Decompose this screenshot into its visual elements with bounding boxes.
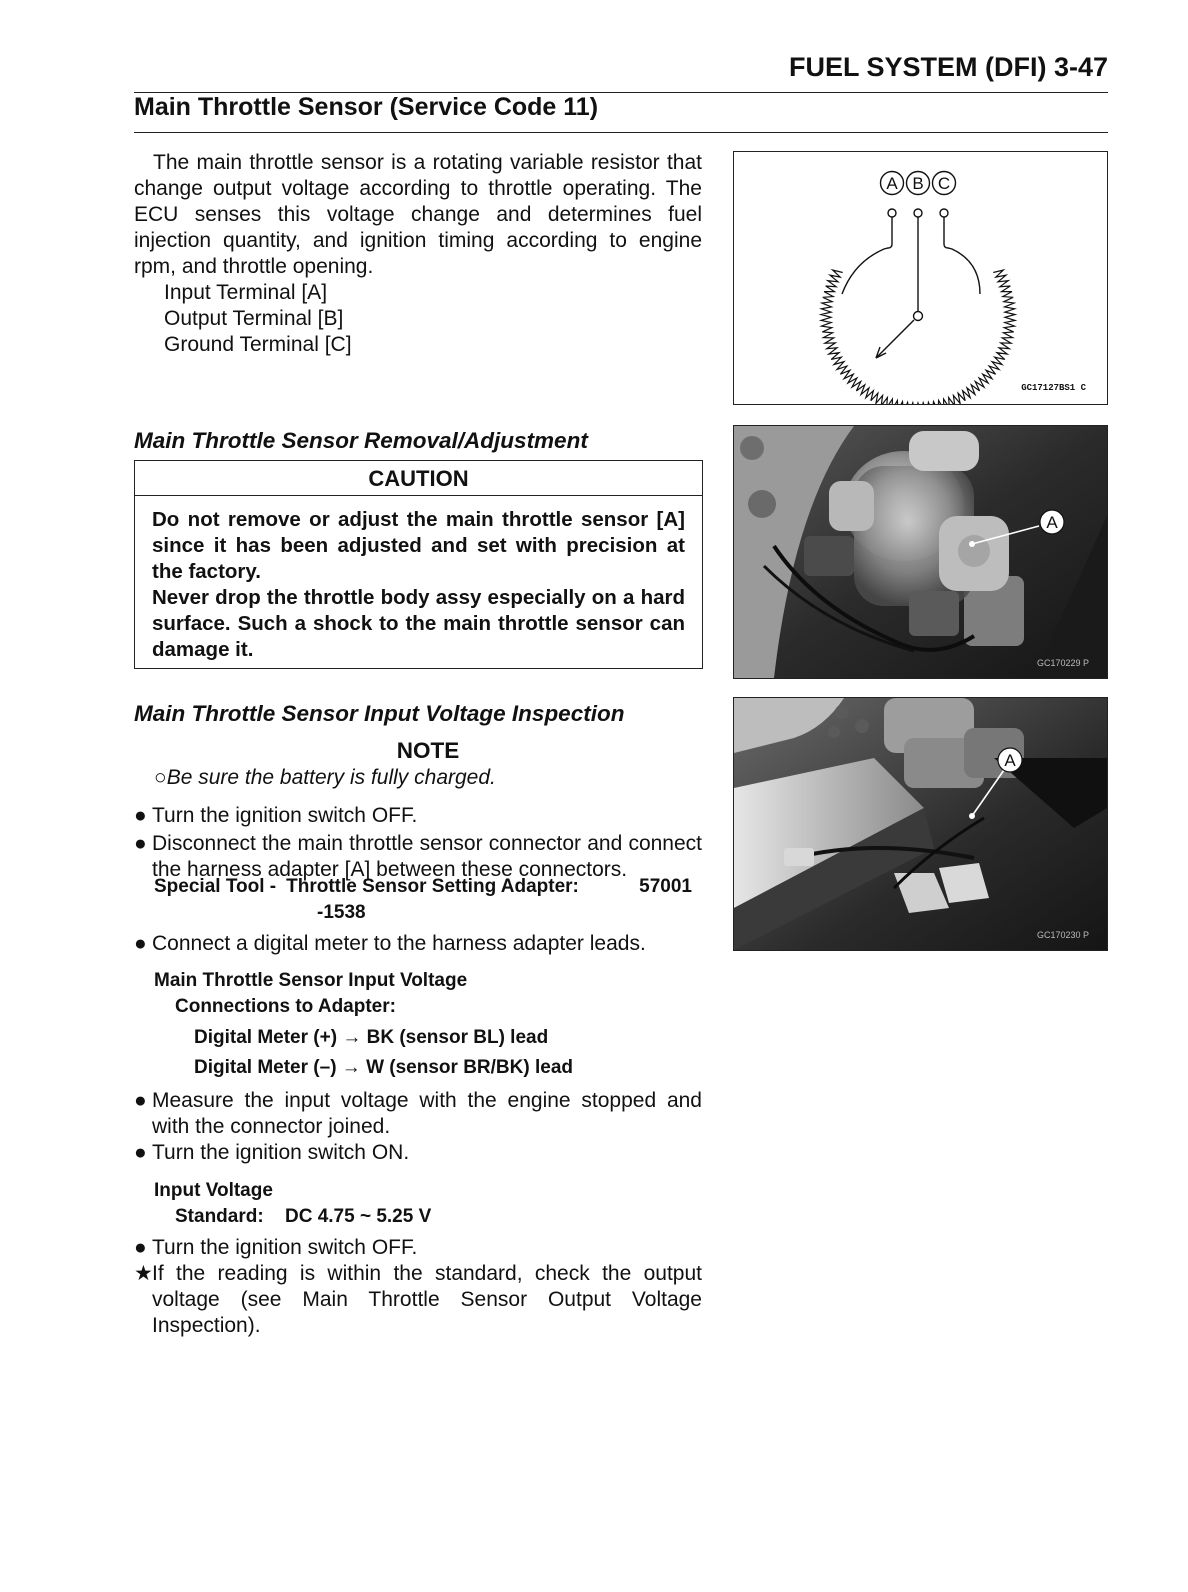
terminal-item: Input Terminal [A] bbox=[164, 281, 328, 304]
terminal-a-label: A bbox=[886, 174, 898, 193]
terminal-c-label: C bbox=[937, 174, 951, 193]
caution-body bbox=[135, 496, 702, 663]
bullet-icon: ● bbox=[134, 932, 147, 955]
step-item bbox=[134, 1235, 702, 1261]
input-wire bbox=[842, 217, 892, 294]
step-item bbox=[134, 931, 702, 957]
bullet-icon: ● bbox=[134, 832, 147, 855]
step-item bbox=[134, 1261, 702, 1339]
special-tool bbox=[154, 874, 692, 926]
photo-code: GC170229 P bbox=[1036, 658, 1089, 668]
step-item bbox=[134, 1088, 702, 1140]
terminal-item: Ground Terminal [C] bbox=[164, 333, 352, 356]
bullet-icon: ● bbox=[134, 804, 147, 827]
caution-box bbox=[134, 460, 703, 669]
terminal-a-pin bbox=[888, 209, 896, 217]
note-circle-icon: ○ bbox=[154, 766, 167, 789]
caution-title: CAUTION bbox=[135, 461, 702, 496]
special-tool-part-cont: -1538 bbox=[317, 902, 366, 923]
bullet-icon: ● bbox=[134, 1141, 147, 1164]
spec-input-voltage bbox=[154, 1178, 431, 1230]
callout-a-label: A bbox=[1004, 751, 1016, 770]
step-text: Turn the ignition switch ON. bbox=[152, 1141, 410, 1164]
spec-title: Main Throttle Sensor Input Voltage bbox=[154, 970, 468, 991]
spec-line: Digital Meter (–) → W (sensor BR/BK) lead bbox=[194, 1057, 573, 1078]
wiper-pivot bbox=[914, 312, 923, 321]
harness-adapter-photo bbox=[733, 697, 1108, 951]
intro-paragraph: The main throttle sensor is a rotating variable resistor that change output voltage according to throttle operating. The ECU senses this voltage change and determines fuel injection quantity, and ignition timing according to engine rpm, and throttle opening. bbox=[134, 151, 702, 278]
wiper-arm bbox=[876, 320, 914, 358]
step-item bbox=[134, 1140, 702, 1166]
step-text: Disconnect the main throttle sensor connector and connect the harness adapter [A] between these connectors. bbox=[152, 832, 702, 881]
procedure-steps-2 bbox=[134, 1088, 702, 1166]
star-icon: ★ bbox=[134, 1262, 153, 1285]
spec-subtitle: Connections to Adapter: bbox=[175, 996, 396, 1017]
figure-code: GC17127BS1 C bbox=[1021, 383, 1086, 393]
spec-connections bbox=[154, 968, 573, 1081]
inspection-heading: Main Throttle Sensor Input Voltage Inspection bbox=[134, 701, 625, 726]
spec-title: Input Voltage bbox=[154, 1180, 273, 1201]
section-header: FUEL SYSTEM (DFI) 3-47 bbox=[788, 52, 1108, 82]
procedure-step-3 bbox=[134, 931, 702, 957]
spec-label: Standard: bbox=[175, 1206, 264, 1227]
sensor-diagram bbox=[733, 151, 1108, 405]
step-item bbox=[134, 803, 702, 829]
terminal-b-label: B bbox=[912, 174, 924, 193]
special-tool-name: Throttle Sensor Setting Adapter: bbox=[286, 876, 579, 897]
step-text: Turn the ignition switch OFF. bbox=[152, 804, 418, 827]
spec-standard bbox=[154, 1204, 431, 1230]
step-text: If the reading is within the standard, check the output voltage (see Main Throttle Sensor Output Voltage Inspection). bbox=[152, 1262, 702, 1337]
spec-value: DC 4.75 ~ 5.25 V bbox=[284, 1206, 432, 1227]
photo-code: GC170230 P bbox=[1036, 930, 1089, 940]
bullet-icon: ● bbox=[134, 1236, 147, 1259]
bullet-icon: ● bbox=[134, 1089, 147, 1112]
caution-paragraph: Never drop the throttle body assy especially on a hard surface. Such a shock to the main throttle sensor can damage it. bbox=[152, 586, 685, 661]
note-title: NOTE bbox=[396, 738, 460, 763]
caution-paragraph: Do not remove or adjust the main throttle sensor [A] since it has been adjusted and set with precision at the factory. bbox=[152, 508, 685, 583]
throttle-body-photo bbox=[733, 425, 1108, 679]
note-text bbox=[154, 766, 496, 790]
page-title: Main Throttle Sensor (Service Code 11) bbox=[134, 93, 599, 121]
procedure-steps-1 bbox=[134, 803, 702, 883]
spec-line: Digital Meter (+) → BK (sensor BL) lead bbox=[194, 1027, 549, 1048]
removal-heading: Main Throttle Sensor Removal/Adjustment bbox=[134, 428, 588, 453]
terminal-item: Output Terminal [B] bbox=[164, 307, 344, 330]
special-tool-part: 57001 bbox=[639, 876, 692, 897]
intro-section bbox=[134, 150, 702, 358]
callout-a-label: A bbox=[1046, 513, 1058, 532]
title-rule bbox=[134, 132, 1108, 133]
procedure-steps-3 bbox=[134, 1235, 702, 1339]
special-tool-label: Special Tool - bbox=[154, 876, 277, 897]
step-text: Connect a digital meter to the harness adapter leads. bbox=[152, 932, 646, 955]
ground-wire bbox=[944, 217, 980, 294]
terminal-b-pin bbox=[914, 209, 922, 217]
step-text: Turn the ignition switch OFF. bbox=[152, 1236, 418, 1259]
terminal-c-pin bbox=[940, 209, 948, 217]
step-text: Measure the input voltage with the engine stopped and with the connector joined. bbox=[152, 1089, 702, 1138]
note-content: Be sure the battery is fully charged. bbox=[166, 766, 496, 789]
